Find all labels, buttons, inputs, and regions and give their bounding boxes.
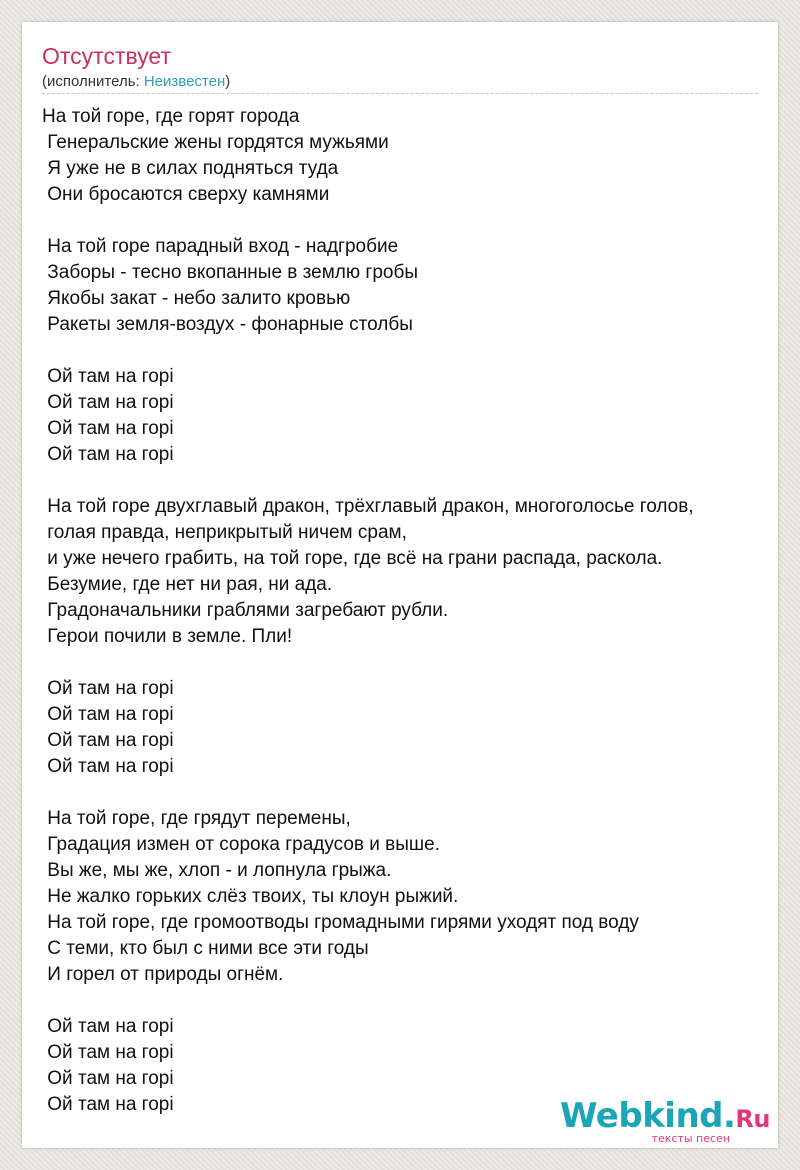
song-title: Отсутствует (42, 43, 171, 69)
lyric-line (42, 780, 762, 806)
lyric-line: Вы же, мы же, хлоп - и лопнула грыжа. (42, 860, 392, 881)
logo-tld: Ru (735, 1105, 770, 1133)
lyrics-text (42, 104, 762, 1118)
lyric-line: Безумие, где нет ни рая, ни ада. (42, 574, 333, 595)
title-divider (42, 93, 758, 94)
lyric-line: Ой там на горі (42, 1094, 174, 1115)
artist-prefix: (исполнитель: (42, 73, 144, 90)
lyric-line: Они бросаются сверху камнями (42, 184, 330, 205)
artist-line (42, 72, 230, 92)
lyric-line: и уже нечего грабить, на той горе, где всё на грани распада, раскола. (42, 548, 663, 569)
lyric-line: Ракеты земля-воздух - фонарные столбы (42, 314, 413, 335)
lyric-line: Заборы - тесно вкопанные в землю гробы (42, 262, 419, 283)
lyric-line: Ой там на горі (42, 730, 174, 751)
lyric-line: На той горе, где громоотводы громадными гирями уходят под воду (42, 912, 639, 933)
lyric-line: На той горе, где грядут перемены, (42, 808, 351, 829)
lyric-line: Не жалко горьких слёз твоих, ты клоун рыжий. (42, 886, 459, 907)
lyric-line (42, 338, 762, 364)
lyric-line: Градоначальники граблями загребают рубли. (42, 600, 449, 621)
logo-dot: . (723, 1096, 736, 1136)
lyric-line: Ой там на горі (42, 444, 174, 465)
lyric-line: голая правда, неприкрытый ничем срам, (42, 522, 407, 543)
lyric-line: Ой там на горі (42, 1042, 174, 1063)
lyric-line (42, 208, 762, 234)
lyric-line: Градация измен от сорока градусов и выше. (42, 834, 441, 855)
lyric-line: Ой там на горі (42, 704, 174, 725)
lyric-line: Ой там на горі (42, 1016, 174, 1037)
lyric-line: Якобы закат - небо залито кровью (42, 288, 351, 309)
lyric-line: Ой там на горі (42, 1068, 174, 1089)
lyrics-card (22, 22, 778, 1148)
site-logo[interactable] (560, 1098, 770, 1144)
lyric-line: На той горе, где горят города (42, 106, 300, 127)
logo-word: Webkind (560, 1096, 723, 1136)
logo-tagline: тексты песен (651, 1132, 730, 1145)
lyric-line (42, 650, 762, 676)
lyric-line: Генеральские жены гордятся мужьями (42, 132, 389, 153)
lyric-line: На той горе двухглавый дракон, трёхглавый дракон, многоголосье голов, (42, 496, 694, 517)
lyric-line (42, 988, 762, 1014)
lyric-line: На той горе парадный вход - надгробие (42, 236, 399, 257)
lyric-line: Герои почили в земле. Пли! (42, 626, 293, 647)
lyric-line: Я уже не в силах подняться туда (42, 158, 339, 179)
artist-link[interactable]: Неизвестен (143, 73, 226, 90)
lyric-line: Ой там на горі (42, 678, 174, 699)
lyric-line: И горел от природы огнём. (42, 964, 284, 985)
lyric-line: Ой там на горі (42, 392, 174, 413)
lyric-line (42, 468, 762, 494)
artist-suffix: ) (225, 73, 231, 90)
lyric-line: С теми, кто был с ними все эти годы (42, 938, 369, 959)
lyric-line: Ой там на горі (42, 366, 174, 387)
lyric-line: Ой там на горі (42, 418, 174, 439)
lyric-line: Ой там на горі (42, 756, 174, 777)
